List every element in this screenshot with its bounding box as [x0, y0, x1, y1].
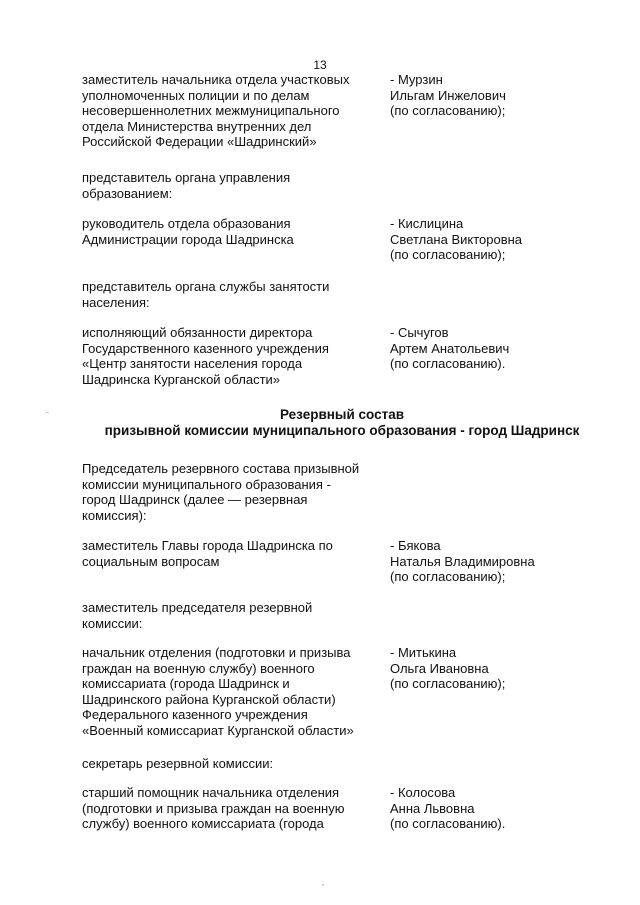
scan-speck [322, 884, 324, 886]
position-text: начальник отделения (подготовки и призыва граждан на военную службу) военного комиссариата (города Шадринск и Шадринского района Курганской области) Федерального казенного учреждения «Военный комиссариат Курганской области» [82, 645, 354, 738]
person-name: - Бякова Наталья Владимировна (по согласованию); [390, 538, 535, 585]
person-name: - Митькина Ольга Ивановна (по согласованию); [390, 645, 506, 692]
person-name: - Сычугов Артем Анатольевич (по согласованию). [390, 325, 510, 372]
person-name: - Кислицина Светлана Викторовна (по согласованию); [390, 216, 523, 263]
person-name: - Колосова Анна Львовна (по согласованию). [390, 785, 506, 832]
position-text: старший помощник начальника отделения (подготовки и призыва граждан на военную службу) военного комиссариата (города [82, 785, 345, 832]
scan-speck [46, 412, 49, 413]
position-text: заместитель Главы города Шадринска по социальным вопросам [82, 538, 333, 569]
section-label: представитель органа управления образованием: [82, 170, 291, 201]
page-number: 13 [313, 58, 327, 72]
position-text: руководитель отдела образования Администрации города Шадринска [82, 216, 294, 247]
position-text: исполняющий обязанности директора Государственного казенного учреждения «Центр занятости населения города Шадринска Курганской области» [82, 325, 329, 387]
section-label: Председатель резервного состава призывной комиссии муниципального образования - город Шадринск (далее — резервная комиссия): [82, 461, 360, 523]
section-label: секретарь резервной комиссии: [82, 756, 274, 771]
position-text: заместитель начальника отдела участковых уполномоченных полиции и по делам несовершеннолетних межмуниципального отдела Министерства внутренних дел Российской Федерации «Шадринский» [82, 72, 350, 150]
section-label: заместитель председателя резервной комиссии: [82, 600, 313, 631]
section-heading: Резервный состав призывной комиссии муниципального образования - город Шадринск [104, 407, 580, 438]
section-label: представитель органа службы занятости населения: [82, 279, 330, 310]
person-name: - Мурзин Ильгам Инжелович (по согласованию); [390, 72, 506, 119]
